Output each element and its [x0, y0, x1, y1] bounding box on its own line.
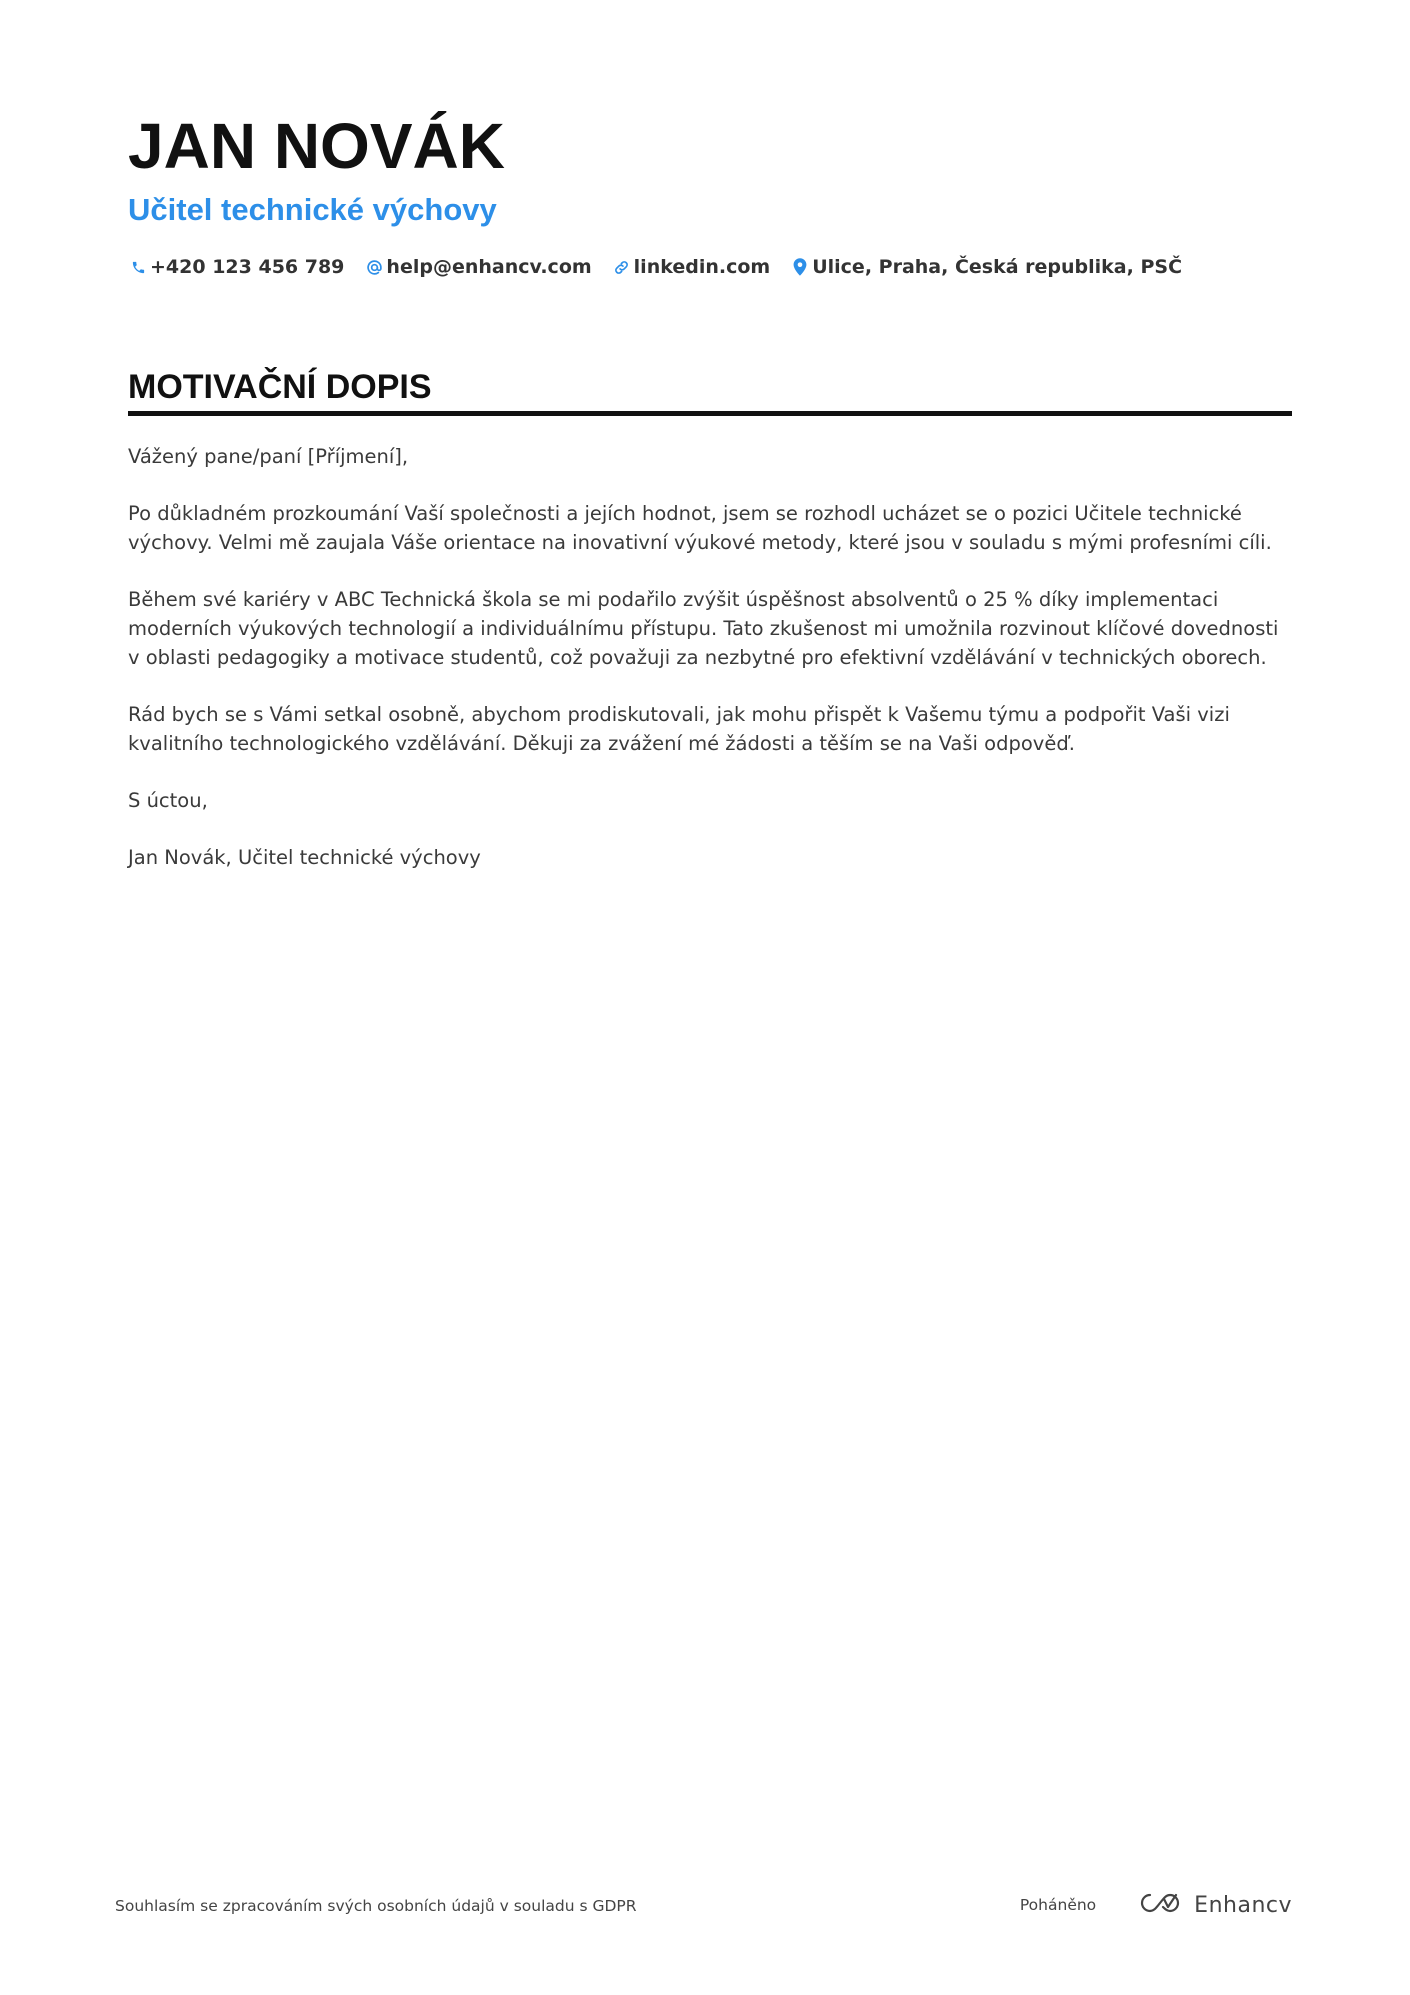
- footer: [115, 1885, 1292, 1925]
- section-divider: [128, 411, 1292, 416]
- header: [128, 108, 1292, 278]
- letter-closing: S úctou,: [128, 789, 208, 812]
- enhancv-logo-icon: [1138, 1891, 1184, 1919]
- powered-by-label: Poháněno: [1019, 1896, 1097, 1914]
- email-address[interactable]: help@enhancv.com: [386, 256, 592, 278]
- gdpr-consent-text: Souhlasím se zpracováním svých osobních údajů v souladu s GDPR: [115, 1897, 637, 1915]
- letter-paragraph: Po důkladném prozkoumání Vaší společnosti a jejích hodnot, jsem se rozhodl ucházet se o pozici Učitele technické výchovy. Velmi mě zaujala Váše orientace na inovativní výukové metody, které jsou v souladu s mými profesními cíli.: [128, 502, 1272, 554]
- letter-body: [128, 442, 1292, 872]
- contact-email[interactable]: [364, 256, 591, 278]
- letter-greeting: Vážený pane/paní [Příjmení],: [128, 445, 409, 468]
- cover-letter-section: [128, 365, 1292, 900]
- powered-by[interactable]: [1020, 1885, 1292, 1925]
- location-pin-icon: [790, 256, 810, 278]
- applicant-name: JAN NOVÁK: [128, 110, 505, 182]
- link-icon: [612, 256, 632, 278]
- at-icon: [364, 256, 384, 278]
- phone-icon: [128, 256, 148, 278]
- contact-bar: [128, 256, 1292, 278]
- letter-paragraph: Během své kariéry v ABC Technická škola se mi podařilo zvýšit úspěšnost absolventů o 25 % díky implementaci moderních výukových technologií a individuálnímu přístupu. Tato zkušenost mi umožnila rozvinout klíčové dovednosti v oblasti pedagogiky a motivace studentů, což považuji za nezbytné pro efektivní vzdělávání v technických oborech.: [128, 588, 1279, 669]
- letter-paragraph: Rád bych se s Vámi setkal osobně, abychom prodiskutovali, jak mohu přispět k Vašemu týmu a podpořit Vaši vizi kvalitního technologického vzdělávání. Děkuji za zvážení mé žádosti a těším se na Vaši odpověď.: [128, 703, 1230, 755]
- linkedin-link[interactable]: linkedin.com: [633, 256, 771, 278]
- job-title: Učitel technické výchovy: [128, 192, 497, 227]
- section-title: MOTIVAČNÍ DOPIS: [128, 368, 432, 406]
- contact-linkedin[interactable]: [612, 256, 771, 278]
- contact-location: [790, 256, 1182, 278]
- letter-signature: Jan Novák, Učitel technické výchovy: [128, 846, 481, 869]
- phone-number: +420 123 456 789: [150, 256, 345, 278]
- brand-name: Enhancv: [1194, 1892, 1292, 1918]
- location-text: Ulice, Praha, Česká republika, PSČ: [812, 256, 1183, 278]
- brand-logo[interactable]: [1138, 1891, 1292, 1919]
- contact-phone: [128, 256, 344, 278]
